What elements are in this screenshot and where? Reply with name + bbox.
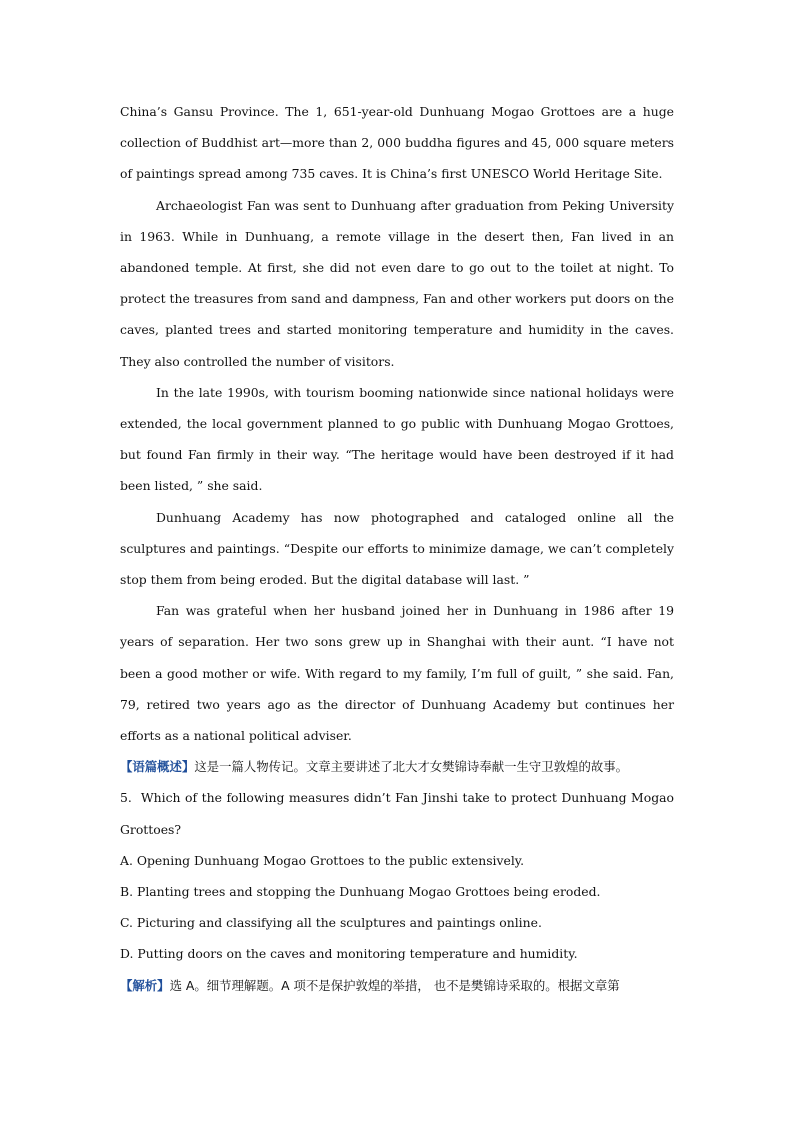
summary-label: 【语篇概述】: [120, 759, 195, 775]
paragraph-2: Archaeologist Fan was sent to Dunhuang after graduation from Peking University in 1963. While in Dunhuang, a remote village in the desert then, Fan lived in an abandoned temple. At first, she did not even dare to go out to the toilet at night. To protect the treasures from sand and dampness, Fan and other workers put doors on the caves, planted trees and started monitoring temperature and humidity in the caves. They also controlled the number of visitors.: [120, 197, 674, 369]
analysis-text: 选 A。细节理解题。A 项不是保护敦煌的举措， 也不是樊锦诗采取的。根据文章第: [169, 977, 620, 993]
question-text: Which of the following measures didn’t Fan Jinshi take to protect Dunhuang Mogao Grottoes?: [120, 790, 674, 837]
option-a: A. Opening Dunhuang Mogao Grottoes to the public extensively.: [120, 852, 525, 868]
option-c: C. Picturing and classifying all the sculptures and paintings online.: [120, 915, 542, 931]
question-number: 5.: [120, 790, 132, 806]
paragraph-4: Dunhuang Academy has now photographed and cataloged online all the sculptures and paintings. “Despite our efforts to minimize damage, we can’t completely stop them from being eroded. But the digital database will last. ”: [120, 509, 674, 588]
summary-text: 这是一篇人物传记。文章主要讲述了北大才女樊锦诗奉献一生守卫敦煌的故事。: [194, 759, 629, 775]
paragraph-5: Fan was grateful when her husband joined her in Dunhuang in 1986 after 19 years of separation. Her two sons grew up in Shanghai with their aunt. “I have not been a good mother or wife. With regard to my family, I’m full of guilt, ” she said. Fan, 79, retired two years ago as the director of Dunhuang Academy but continues her efforts as a national political adviser.: [120, 603, 674, 744]
paragraph-1: China’s Gansu Province. The 1, 651-year-old Dunhuang Mogao Grottoes are a huge collection of Buddhist art—more than 2, 000 buddha figures and 45, 000 square meters of paintings spread among 735 caves. It is China’s first UNESCO World Heritage Site.: [120, 104, 674, 182]
analysis-label: 【解析】: [120, 977, 170, 993]
question-stem: [120, 782, 674, 844]
document-page: [120, 96, 674, 1001]
option-d: D. Putting doors on the caves and monitoring temperature and humidity.: [120, 946, 578, 962]
option-b: B. Planting trees and stopping the Dunhuang Mogao Grottoes being eroded.: [120, 884, 601, 900]
analysis-line: [120, 970, 674, 1001]
paragraph-3: In the late 1990s, with tourism booming nationwide since national holidays were extended, the local government planned to go public with Dunhuang Mogao Grottoes, but found Fan firmly in their way. “The heritage would have been destroyed if it had been listed, ” she said.: [120, 384, 674, 494]
summary-line: [120, 751, 674, 782]
